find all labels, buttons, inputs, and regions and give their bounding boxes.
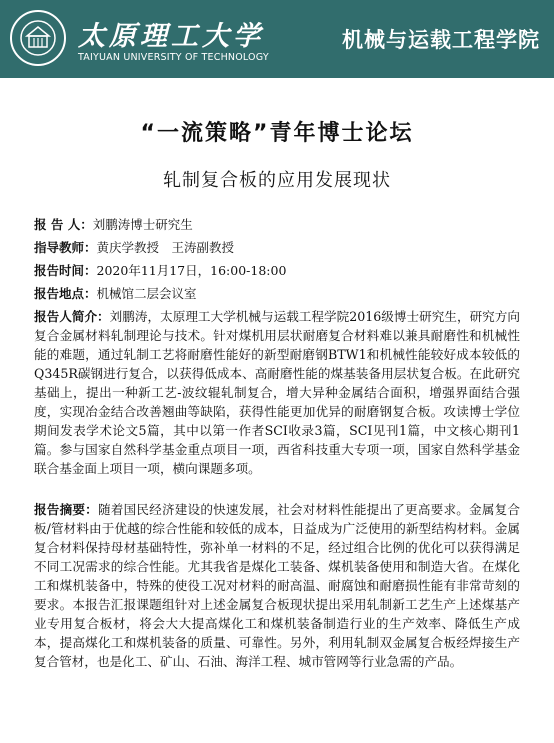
place-label: 报告地点： [34,286,97,301]
college-name: 机械与运载工程学院 [342,28,540,52]
time-value: 2020年11月17日，16:00-18:00 [96,263,287,278]
talk-title: 轧制复合板的应用发展现状 [163,170,391,191]
university-name-cn: 太原理工大学 [78,21,264,52]
university-name-en: TAIYUAN UNIVERSITY OF TECHNOLOGY [78,52,269,63]
place-row [34,285,197,303]
bio-text: 刘鹏涛，太原理工大学机械与运载工程学院2016级博士研究生，研究方向复合金属材料轧制理论与技术。针对煤机用层状耐磨复合材料难以兼具耐磨性和机械性能的难题，通过轧制工艺将耐磨性能好的新型耐磨钢BTW1和机械性能较好成本较低的Q345R碳钢进行复合，以获得低成本、高耐磨性能的煤基装备用层状复合板。在此研究基础上，提出一种新工艺-波纹辊轧制复合，增大异种金属结合面积，增强界面结合强度，实现冶金结合改善翘曲等缺陷，获得性能更加优异的耐磨钢复合板。攻读博士学位期间发表学术论文5篇，其中以第一作者SCI收录3篇，SCI见刊1篇，中文核心期刊1篇。参与国家自然科学基金重点项目一项，西省科技重大专项一项，国家自然科学基金联合基金面上项目一项，横向课题多项。 [34,309,520,476]
advisor-row [34,239,234,257]
speaker-bio [34,307,520,478]
advisor-value: 黄庆学教授 王涛副教授 [96,240,235,255]
speaker-row [34,216,193,234]
abstract-text: 随着国民经济建设的快速发展，社会对材料性能提出了更高要求。金属复合板/管材料由于优越的综合性能和较低的成本，日益成为广泛使用的新型结构材料。金属复合材料保持母材基础特性，弥补单一材料的不足，经过组合比例的优化可以获得满足不同工况需求的综合性能。尤其我省是煤化工装备、煤机装备使用和制造大省。在煤化工和煤机装备中，特殊的使役工况对材料的耐高温、耐腐蚀和耐磨损性能有非常苛刻的要求。本报告汇报课题组针对上述金属复合板现状提出采用轧制新工艺生产上述煤基产业专用复合板材，将会大大提高煤化工和煤机装备制造行业的生产效率、降低生产成本，提高煤化工和煤机装备的质量、可靠性。另外，利用轧制双金属复合板经焊接生产复合管材，也是化工、矿山、石油、海洋工程、城市管网等行业急需的产品。 [34,502,521,669]
time-label: 报告时间： [34,263,97,278]
bio-label: 报告人简介： [34,309,110,324]
speaker-value: 刘鹏涛博士研究生 [92,217,193,232]
place-value: 机械馆二层会议室 [96,286,197,301]
university-logo-icon [10,10,66,66]
abstract-label: 报告摘要： [34,502,98,517]
time-row [34,262,286,280]
advisor-label: 指导教师： [34,240,97,255]
report-abstract [34,500,520,671]
header-banner [0,0,554,78]
speaker-label: 报 告 人： [34,217,93,232]
forum-title: “一流策略”青年博士论坛 [140,121,414,146]
